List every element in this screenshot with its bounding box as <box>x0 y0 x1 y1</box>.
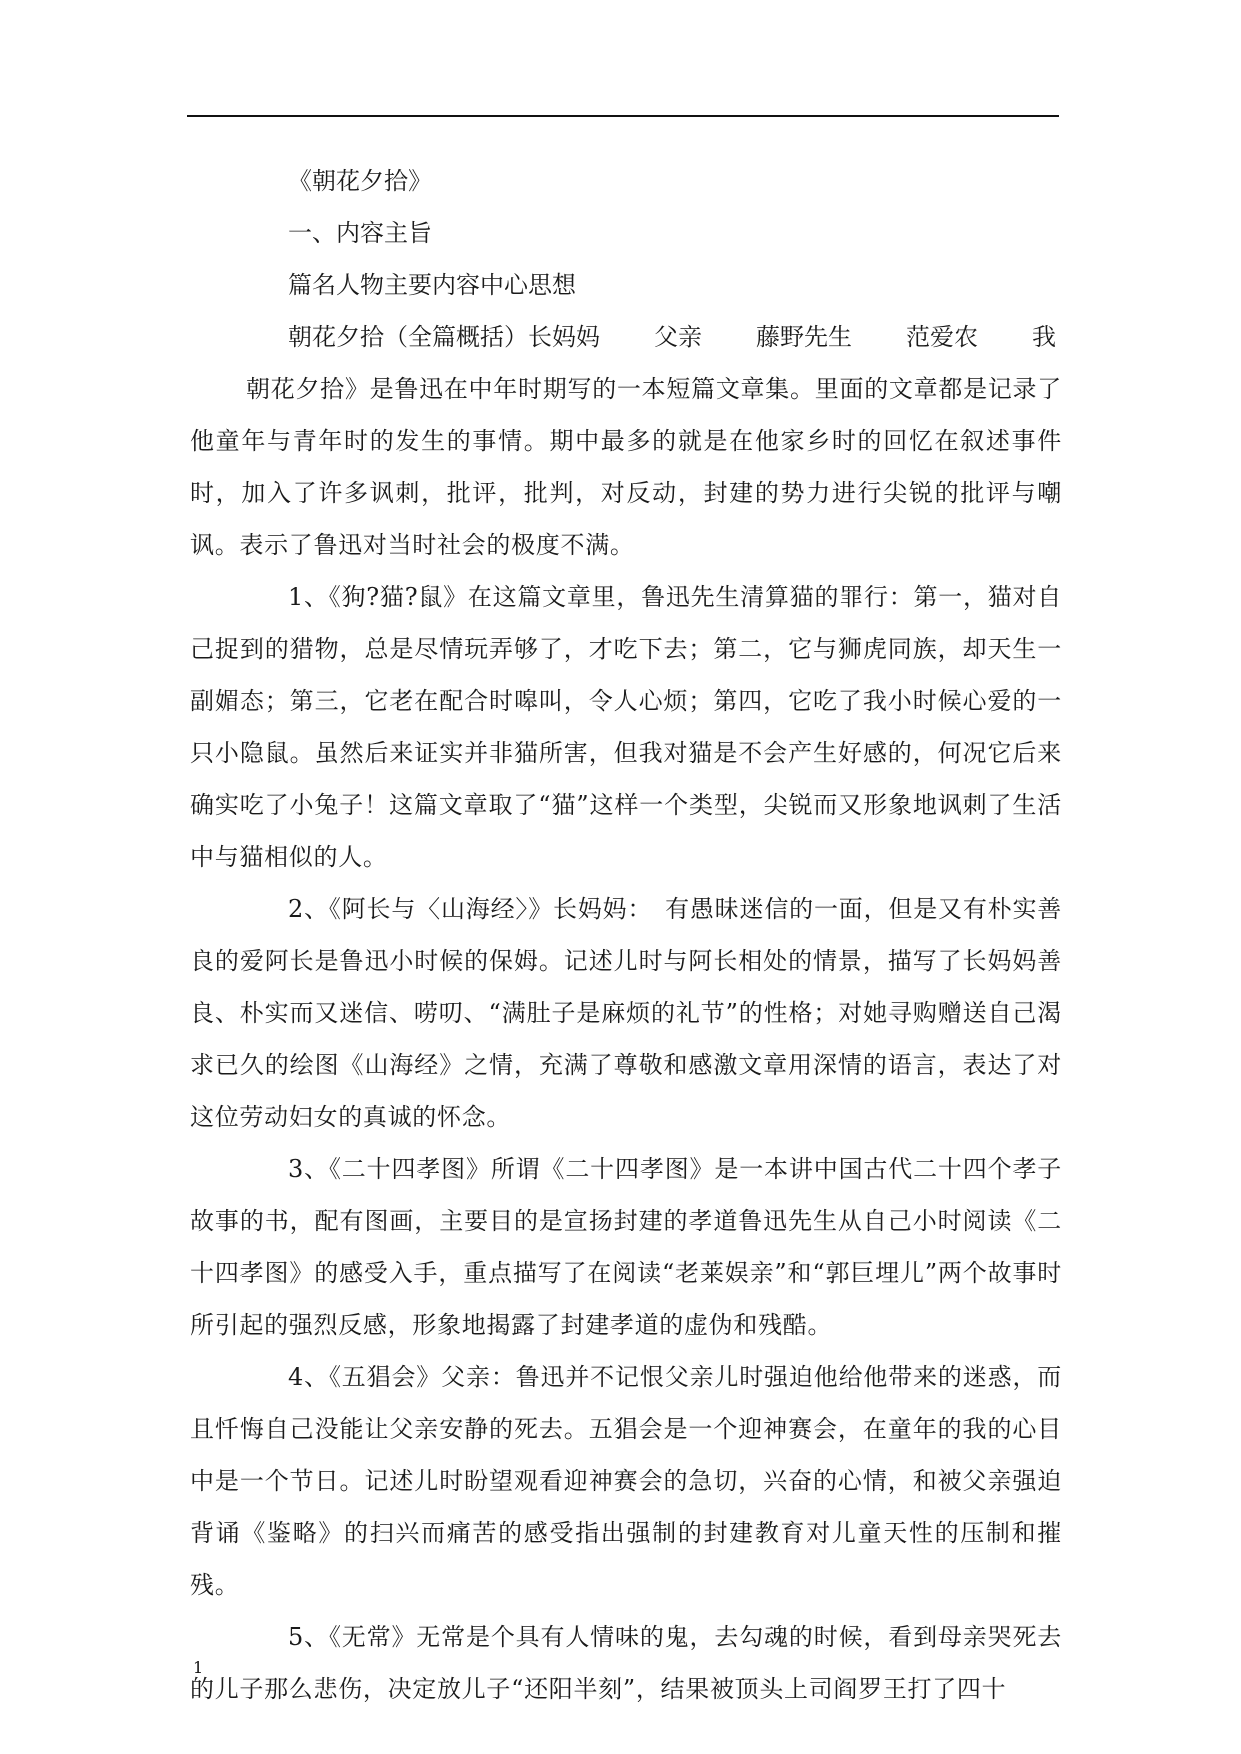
section-heading: 一、内容主旨 <box>288 219 432 247</box>
role-lead: 朝花夕拾（全篇概括）长妈妈 <box>288 323 600 351</box>
intro-paragraph: 朝花夕拾》是鲁迅在中年时期写的一本短篇文章集。里面的文章都是记录了他童年与青年时的发生的事情。期中最多的就是在他家乡时的回忆在叙述事件时，加入了许多讽刺，批评，批判，对反动，封建的势力进行尖锐的批评与嘲讽。表示了鲁迅对当时社会的极度不满。 <box>190 375 1062 559</box>
list-item: 4、《五猖会》父亲：鲁迅并不记恨父亲儿时强迫他给他带来的迷惑，而且忏悔自己没能让父亲安静的死去。五猖会是一个迎神赛会，在童年的我的心目中是一个节日。记述儿时盼望观看迎神赛会的急切，兴奋的心情，和被父亲强迫背诵《鉴略》的扫兴而痛苦的感受指出强制的封建教育对儿童天性的压制和摧残。 <box>190 1363 1062 1599</box>
role-fujino: 藤野先生 <box>756 323 852 351</box>
header-rule <box>187 115 1059 117</box>
roles-row <box>190 311 1056 363</box>
role-me: 我 <box>1032 323 1056 351</box>
list-item: 2、《阿长与〈山海经〉》长妈妈： 有愚昧迷信的一面，但是又有朴实善良的爱阿长是鲁迅小时候的保姆。记述儿时与阿长相处的情景，描写了长妈妈善良、朴实而又迷信、唠叨、“满肚子是麻烦的礼节”的性格；对她寻购赠送自己渴求已久的绘图《山海经》之情，充满了尊敬和感激文章用深情的语言，表达了对这位劳动妇女的真诚的怀念。 <box>190 895 1062 1131</box>
list-item: 5、《无常》无常是个具有人情味的鬼，去勾魂的时候，看到母亲哭死去的儿子那么悲伤，决定放儿子“还阳半刻”，结果被顶头上司阎罗王打了四十 <box>190 1623 1062 1703</box>
document-title: 《朝花夕拾》 <box>288 167 432 195</box>
role-fan-ainong: 范爱农 <box>906 323 978 351</box>
page-number: 1 <box>193 1658 204 1677</box>
table-header: 篇名人物主要内容中心思想 <box>288 271 576 299</box>
role-father: 父亲 <box>654 323 702 351</box>
list-item: 1、《狗?猫?鼠》在这篇文章里，鲁迅先生清算猫的罪行：第一，猫对自己捉到的猎物，总是尽情玩弄够了，才吃下去；第二，它与狮虎同族，却天生一副媚态；第三，它老在配合时嗥叫，令人心烦；第四，它吃了我小时候心爱的一只小隐鼠。虽然后来证实并非猫所害，但我对猫是不会产生好感的，何况它后来确实吃了小兔子！这篇文章取了“猫”这样一个类型，尖锐而又形象地讽刺了生活中与猫相似的人。 <box>190 583 1062 871</box>
document-body <box>190 155 1062 1715</box>
list-item: 3、《二十四孝图》所谓《二十四孝图》是一本讲中国古代二十四个孝子故事的书，配有图画，主要目的是宣扬封建的孝道鲁迅先生从自己小时阅读《二十四孝图》的感受入手，重点描写了在阅读“老莱娱亲”和“郭巨埋儿”两个故事时所引起的强烈反感，形象地揭露了封建孝道的虚伪和残酷。 <box>190 1155 1062 1339</box>
